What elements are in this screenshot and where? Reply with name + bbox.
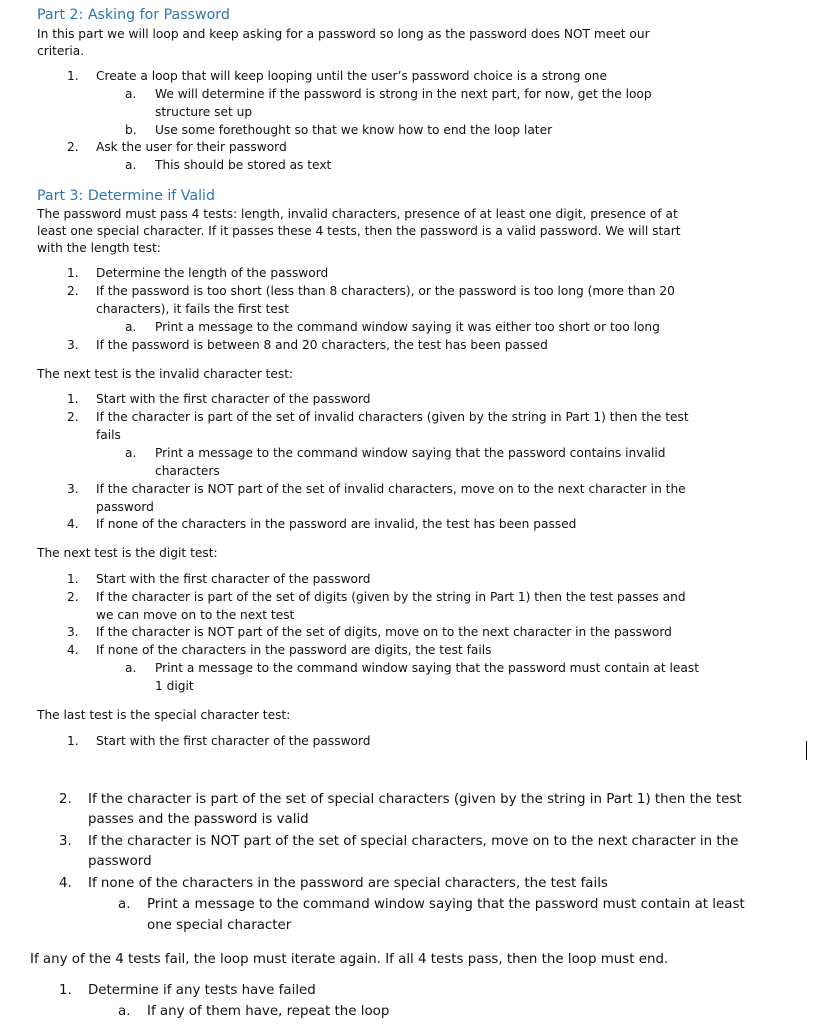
part3-intro-line: The password must pass 4 tests: length, invalid characters, presence of at least one digit, presence of at [37, 207, 678, 221]
list-number: 2. [67, 140, 79, 154]
part2-heading: Part 2: Asking for Password [37, 7, 230, 23]
list-number: 2. [59, 792, 72, 807]
list-item: passes and the password is valid [88, 812, 309, 827]
list-number: 2. [67, 590, 79, 604]
list-number: 1. [67, 69, 79, 83]
list-number: 1. [67, 392, 79, 406]
list-number: 3. [67, 625, 79, 639]
list-number: 1. [67, 266, 79, 280]
list-item: If the character is part of the set of digits (given by the string in Part 1) then the test passes and [96, 590, 686, 604]
sub-list-item: Print a message to the command window saying that the password must contain at least [147, 897, 745, 912]
sub-list-letter: a. [125, 320, 137, 334]
list-item: If none of the characters in the password are digits, the test fails [96, 643, 492, 657]
sub-list-item: Use some forethought so that we know how to end the loop later [155, 123, 553, 137]
list-number: 4. [59, 876, 72, 891]
list-number: 3. [59, 834, 72, 849]
list-item: Determine if any tests have failed [88, 983, 316, 998]
list-item: password [88, 854, 152, 869]
sub-list-item: We will determine if the password is strong in the next part, for now, get the loop [155, 87, 652, 101]
part2-intro-line: criteria. [37, 44, 85, 58]
list-number: 1. [59, 983, 72, 998]
sub-list-letter: a. [125, 446, 137, 460]
section-intro: The next test is the digit test: [37, 546, 218, 560]
list-item: Ask the user for their password [96, 140, 287, 154]
list-item: Determine the length of the password [96, 266, 329, 280]
part3-heading: Part 3: Determine if Valid [37, 188, 215, 204]
sub-list-item: If any of them have, repeat the loop [147, 1004, 390, 1019]
list-number: 2. [67, 284, 79, 298]
list-item: Create a loop that will keep looping until the user’s password choice is a strong one [96, 69, 608, 83]
sub-list-letter: a. [125, 158, 137, 172]
sub-list-letter: a. [125, 661, 137, 675]
sub-list-item: This should be stored as text [155, 158, 332, 172]
list-item: If the character is NOT part of the set of digits, move on to the next character in the password [96, 625, 672, 639]
list-item: password [96, 500, 154, 514]
list-item: If none of the characters in the password are invalid, the test has been passed [96, 517, 577, 531]
list-item: we can move on to the next test [96, 608, 295, 622]
list-number: 4. [67, 517, 79, 531]
list-number: 2. [67, 410, 79, 424]
list-item: If none of the characters in the password are special characters, the test fails [88, 876, 608, 891]
sub-list-item: one special character [147, 918, 292, 933]
list-number: 1. [67, 572, 79, 586]
list-item: Start with the first character of the password [96, 392, 371, 406]
list-number: 1. [67, 734, 79, 748]
list-item: If the password is too short (less than 8 characters), or the password is too long (more than 20 [96, 284, 675, 298]
list-item: If the character is part of the set of special characters (given by the string in Part 1) then the test [88, 792, 742, 807]
list-item: characters), it fails the first test [96, 302, 289, 316]
list-item: fails [96, 428, 121, 442]
list-number: 3. [67, 482, 79, 496]
section-intro: The last test is the special character test: [37, 708, 291, 722]
sub-list-letter: b. [125, 123, 137, 137]
list-number: 4. [67, 643, 79, 657]
sub-list-item: 1 digit [155, 679, 194, 693]
sub-list-letter: a. [118, 1004, 131, 1019]
part3-intro-line: with the length test: [37, 241, 161, 255]
sub-list-item: Print a message to the command window saying that the password must contain at least [155, 661, 699, 675]
sub-list-letter: a. [118, 897, 131, 912]
list-item: If the character is NOT part of the set of special characters, move on to the next character in the [88, 834, 739, 849]
list-item: Start with the first character of the password [96, 572, 371, 586]
list-item: Start with the first character of the password [96, 734, 371, 748]
list-item: If the character is NOT part of the set of invalid characters, move on to the next character in the [96, 482, 686, 496]
sub-list-letter: a. [125, 87, 137, 101]
part2-intro-line: In this part we will loop and keep asking for a password so long as the password does NOT meet our [37, 27, 650, 41]
text-cursor [806, 741, 807, 760]
part3-intro-line: least one special character. If it passes these 4 tests, then the password is a valid password. We will start [37, 224, 681, 238]
list-item: If the password is between 8 and 20 characters, the test has been passed [96, 338, 548, 352]
sub-list-item: characters [155, 464, 220, 478]
list-item: If the character is part of the set of invalid characters (given by the string in Part 1) then the test [96, 410, 689, 424]
sub-list-item: Print a message to the command window saying it was either too short or too long [155, 320, 660, 334]
sub-list-item: Print a message to the command window saying that the password contains invalid [155, 446, 666, 460]
section-intro: If any of the 4 tests fail, the loop must iterate again. If all 4 tests pass, then the loop must end. [30, 952, 669, 967]
list-number: 3. [67, 338, 79, 352]
section-intro: The next test is the invalid character test: [37, 367, 294, 381]
sub-list-item: structure set up [155, 105, 253, 119]
